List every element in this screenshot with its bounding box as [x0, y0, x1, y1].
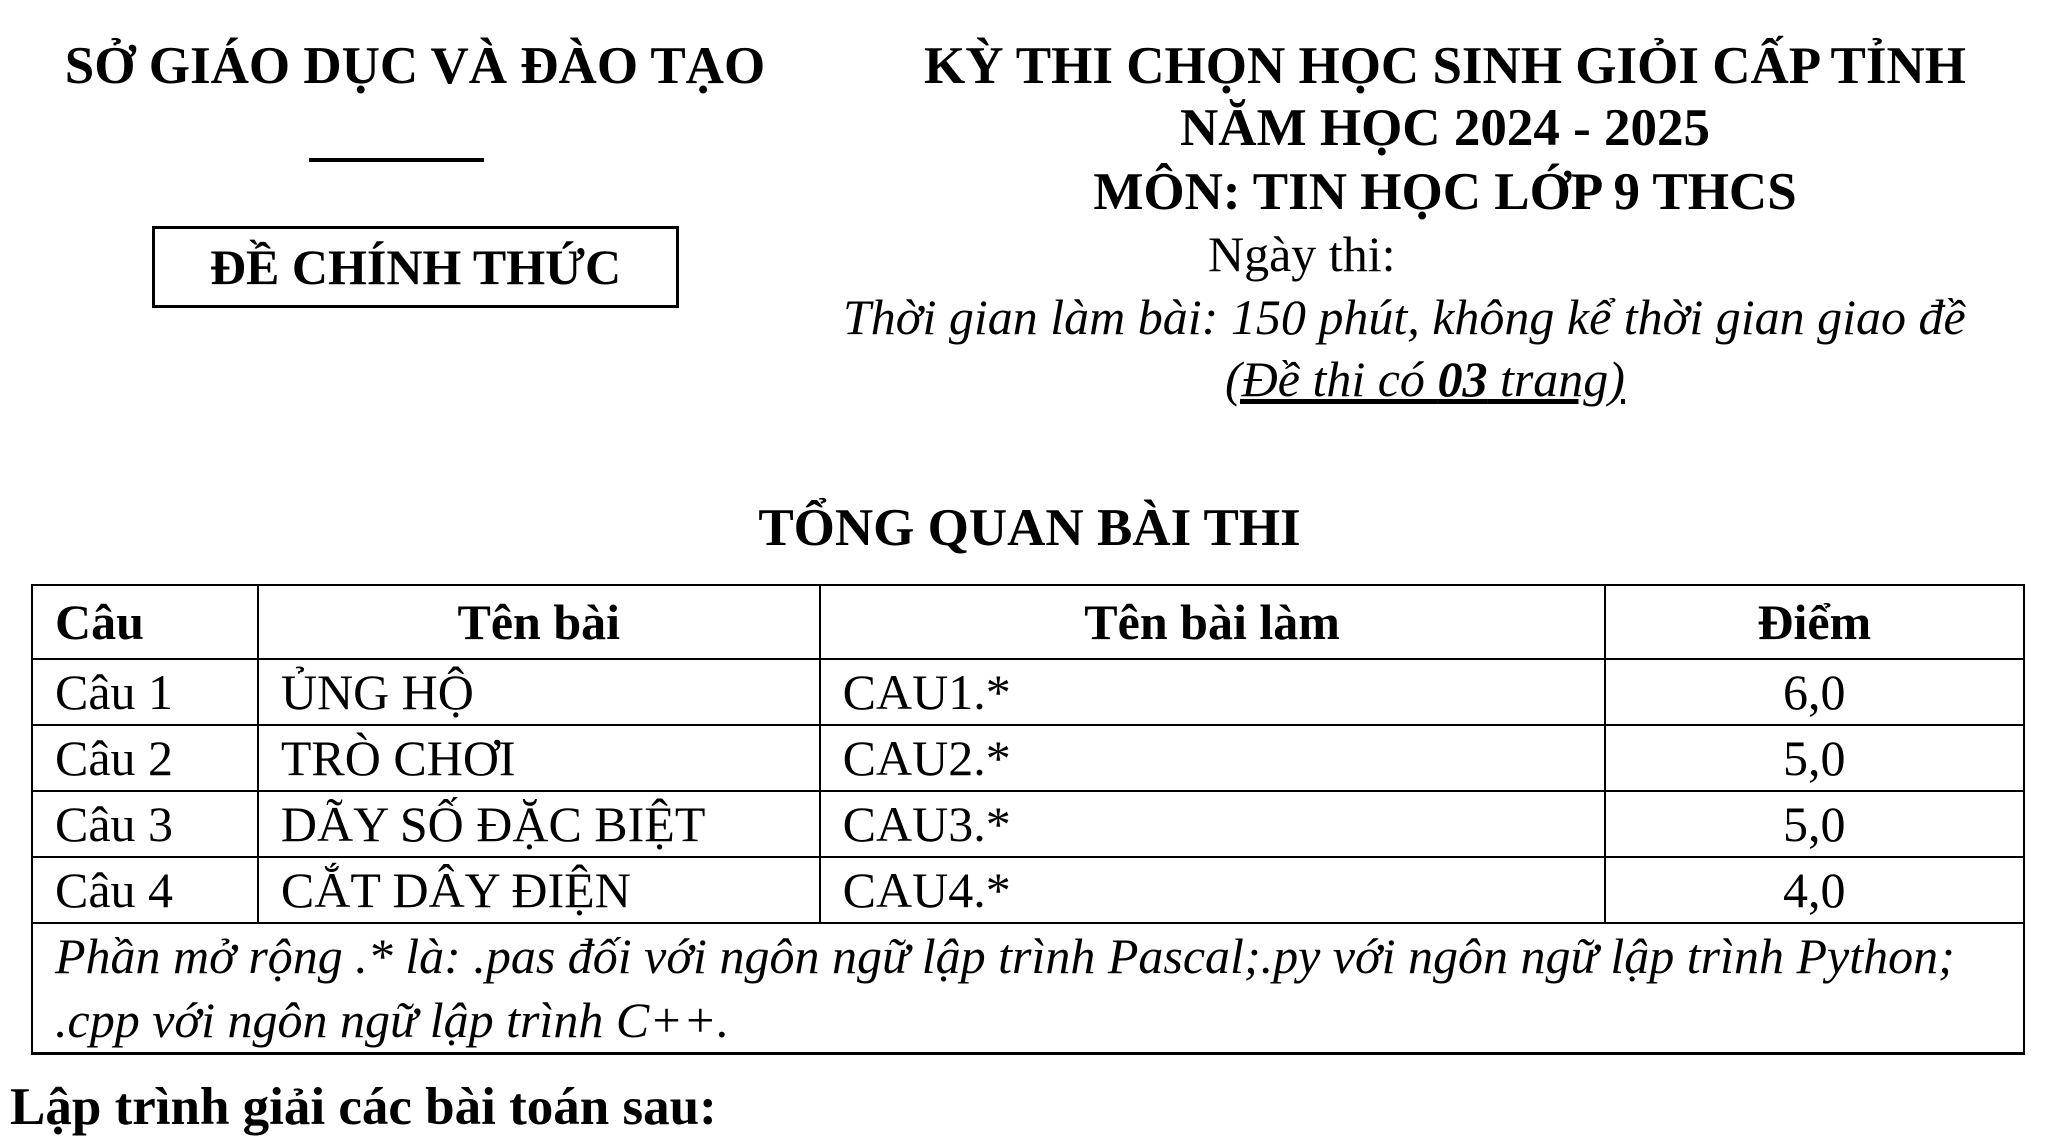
cell-ten-bai: CẮT DÂY ĐIỆN [258, 857, 820, 923]
cell-ten-bai-lam: CAU1.* [820, 659, 1605, 725]
table-row [32, 659, 2024, 725]
file-extension-note: Phần mở rộng .* là: .pas đối với ngôn ngữ lập trình Pascal;.py với ngôn ngữ lập trình Python; .cpp với ngôn ngữ lập trình C++. [32, 923, 2024, 1054]
official-exam-label [152, 226, 679, 308]
table-row [32, 857, 2024, 923]
cell-cau: Câu 3 [32, 791, 258, 857]
exam-subject: MÔN: TIN HỌC LỚP 9 THCS [1093, 163, 1797, 221]
cell-cau: Câu 2 [32, 725, 258, 791]
exam-date: Ngày thi: [1208, 226, 1396, 282]
page-count-note [1225, 350, 1625, 408]
exam-title: KỲ THI CHỌN HỌC SINH GIỎI CẤP TỈNH [923, 37, 1967, 95]
cell-diem: 5,0 [1605, 725, 2024, 791]
header-divider [309, 158, 484, 162]
cell-diem: 5,0 [1605, 791, 2024, 857]
cell-ten-bai: DÃY SỐ ĐẶC BIỆT [258, 791, 820, 857]
cell-ten-bai-lam: CAU3.* [820, 791, 1605, 857]
school-year: NĂM HỌC 2024 - 2025 [1180, 99, 1710, 157]
column-header-ten-bai: Tên bài [258, 585, 820, 659]
page-count-number: 03 [1437, 351, 1488, 407]
overview-table [31, 584, 2025, 1055]
table-header-row [32, 585, 2024, 659]
exam-duration-note: Thời gian làm bài: 150 phút, không kể thời gian giao đề [843, 289, 1966, 345]
column-header-cau: Câu [32, 585, 258, 659]
table-row [32, 725, 2024, 791]
cell-ten-bai-lam: CAU4.* [820, 857, 1605, 923]
page-count-suffix: trang) [1487, 351, 1625, 407]
column-header-diem: Điểm [1605, 585, 2024, 659]
cell-cau: Câu 1 [32, 659, 258, 725]
cell-diem: 6,0 [1605, 659, 2024, 725]
official-exam-label-text: ĐỀ CHÍNH THỨC [209, 239, 622, 295]
cell-cau: Câu 4 [32, 857, 258, 923]
table-note-row [32, 923, 2024, 1054]
department-name: SỞ GIÁO DỤC VÀ ĐÀO TẠO [64, 37, 766, 95]
cell-ten-bai-lam: CAU2.* [820, 725, 1605, 791]
overview-heading: TỔNG QUAN BÀI THI [758, 499, 1301, 557]
page-count-prefix: (Đề thi có [1225, 351, 1438, 407]
cell-diem: 4,0 [1605, 857, 2024, 923]
cell-ten-bai: TRÒ CHƠI [258, 725, 820, 791]
instruction-heading: Lập trình giải các bài toán sau: [10, 1078, 717, 1136]
table-row [32, 791, 2024, 857]
cell-ten-bai: ỦNG HỘ [258, 659, 820, 725]
column-header-ten-bai-lam: Tên bài làm [820, 585, 1605, 659]
